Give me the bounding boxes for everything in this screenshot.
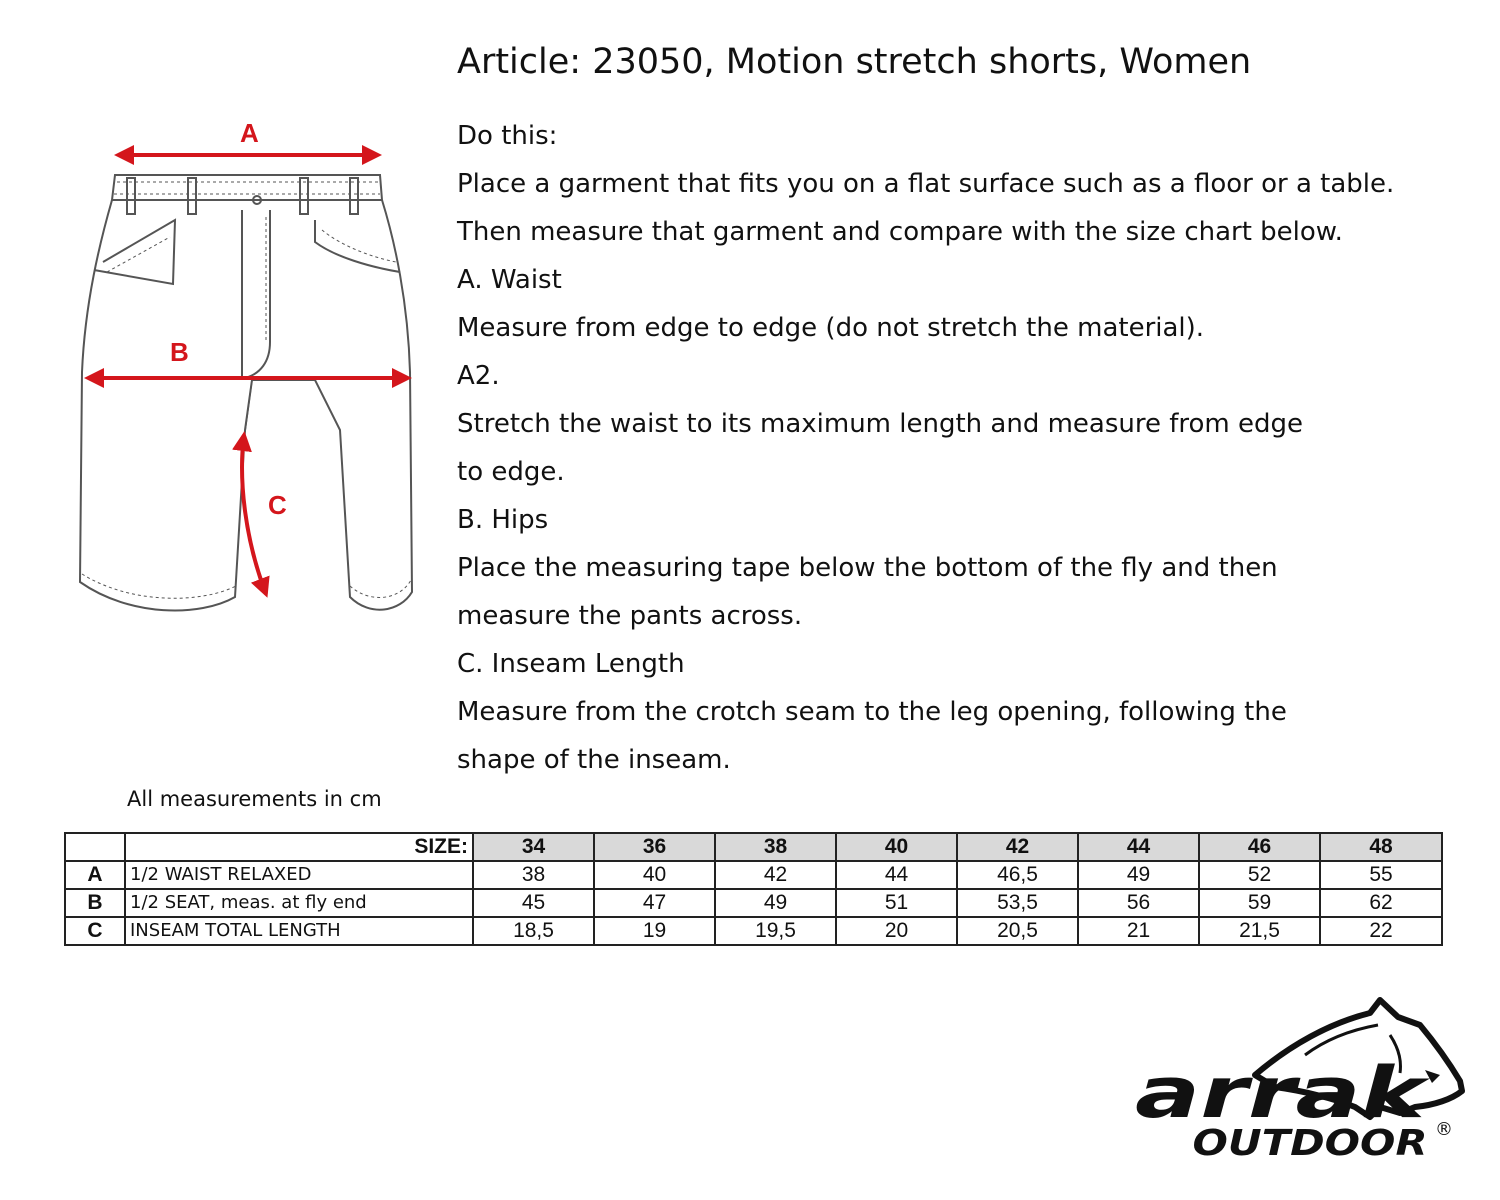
value-cell: 49 xyxy=(1078,861,1199,889)
value-cell: 45 xyxy=(473,889,594,917)
instruction-heading: C. Inseam Length xyxy=(457,649,685,679)
value-cell: 40 xyxy=(594,861,715,889)
instruction-line: Place the measuring tape below the bottom of the fly and then xyxy=(457,553,1278,583)
table-row xyxy=(65,889,1442,917)
instruction-heading: Do this: xyxy=(457,121,558,151)
size-header-cell: 34 xyxy=(473,833,594,861)
value-cell: 52 xyxy=(1199,861,1320,889)
registered-mark: ® xyxy=(1435,1119,1453,1140)
value-cell: 19 xyxy=(594,917,715,945)
value-cell: 51 xyxy=(836,889,957,917)
instruction-line: Place a garment that fits you on a flat surface such as a floor or a table. xyxy=(457,169,1395,199)
label-b: B xyxy=(170,337,189,367)
instruction-line: Stretch the waist to its maximum length and measure from edge xyxy=(457,409,1304,439)
units-note: All measurements in cm xyxy=(127,787,382,811)
shorts-diagram xyxy=(70,112,430,622)
logo-wordmark: arrak xyxy=(1135,1052,1432,1134)
instruction-heading: B. Hips xyxy=(457,505,549,535)
size-header-cell: 44 xyxy=(1078,833,1199,861)
size-header-row xyxy=(65,833,1442,861)
label-a: A xyxy=(240,118,259,148)
instruction-line: to edge. xyxy=(457,457,565,487)
value-cell: 19,5 xyxy=(715,917,836,945)
size-header-cell: 42 xyxy=(957,833,1078,861)
value-cell: 62 xyxy=(1320,889,1442,917)
table-row xyxy=(65,861,1442,889)
value-cell: 59 xyxy=(1199,889,1320,917)
value-cell: 21,5 xyxy=(1199,917,1320,945)
row-label-cell: INSEAM TOTAL LENGTH xyxy=(125,917,473,945)
value-cell: 49 xyxy=(715,889,836,917)
value-cell: 22 xyxy=(1320,917,1442,945)
value-cell: 46,5 xyxy=(957,861,1078,889)
value-cell: 20 xyxy=(836,917,957,945)
value-cell: 53,5 xyxy=(957,889,1078,917)
instruction-heading: A2. xyxy=(457,361,500,391)
arrak-outdoor-logo xyxy=(1080,995,1480,1165)
size-header-cell: 48 xyxy=(1320,833,1442,861)
measuring-instructions xyxy=(457,112,1457,784)
row-code-cell: A xyxy=(65,861,125,889)
instruction-line: Measure from edge to edge (do not stretch the material). xyxy=(457,313,1205,343)
instruction-line: shape of the inseam. xyxy=(457,745,731,775)
size-header-cell: 38 xyxy=(715,833,836,861)
instruction-line: measure the pants across. xyxy=(457,601,803,631)
header-blank-cell xyxy=(65,833,125,861)
value-cell: 44 xyxy=(836,861,957,889)
size-header-cell: 40 xyxy=(836,833,957,861)
instruction-line: Measure from the crotch seam to the leg opening, following the xyxy=(457,697,1287,727)
row-label-cell: 1/2 WAIST RELAXED xyxy=(125,861,473,889)
size-header-cell: 36 xyxy=(594,833,715,861)
article-title: Article: 23050, Motion stretch shorts, Women xyxy=(457,42,1252,82)
value-cell: 47 xyxy=(594,889,715,917)
instruction-heading: A. Waist xyxy=(457,265,562,295)
value-cell: 38 xyxy=(473,861,594,889)
size-header-cell: 46 xyxy=(1199,833,1320,861)
value-cell: 56 xyxy=(1078,889,1199,917)
value-cell: 42 xyxy=(715,861,836,889)
value-cell: 21 xyxy=(1078,917,1199,945)
row-code-cell: C xyxy=(65,917,125,945)
label-c: C xyxy=(268,490,287,520)
value-cell: 55 xyxy=(1320,861,1442,889)
logo-subword: OUTDOOR xyxy=(1192,1123,1428,1164)
size-chart-table xyxy=(64,832,1443,946)
shorts-outline-icon xyxy=(70,112,430,622)
value-cell: 20,5 xyxy=(957,917,1078,945)
instruction-line: Then measure that garment and compare with the size chart below. xyxy=(457,217,1343,247)
row-code-cell: B xyxy=(65,889,125,917)
table-row xyxy=(65,917,1442,945)
size-label-cell: SIZE: xyxy=(125,833,473,861)
value-cell: 18,5 xyxy=(473,917,594,945)
row-label-cell: 1/2 SEAT, meas. at fly end xyxy=(125,889,473,917)
